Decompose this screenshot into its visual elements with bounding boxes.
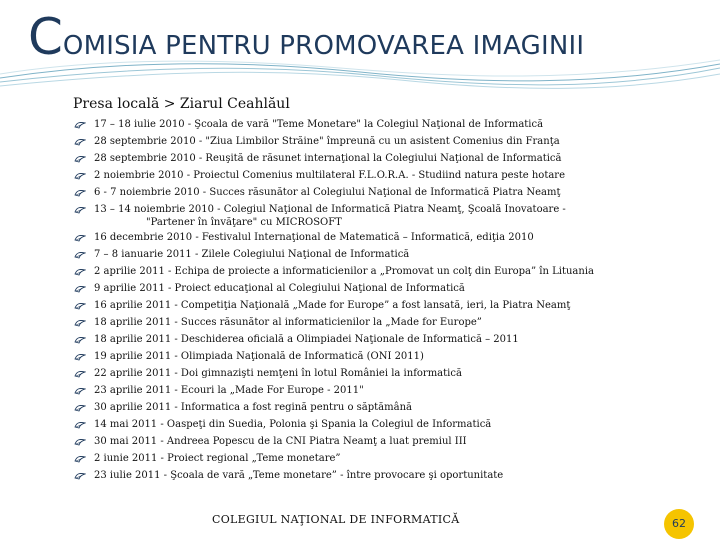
list-item-text: 6 - 7 noiembrie 2010 - Succes răsunător al Colegiului Naţional de Informatică Piatra Neamţ <box>94 187 561 198</box>
wing-bullet-icon <box>74 172 86 180</box>
list-item-text: 28 septembrie 2010 - Reuşită de răsunet internaţional la Colegiului Naţional de Informatică <box>94 153 562 164</box>
wing-bullet-icon <box>74 404 86 412</box>
wing-bullet-icon <box>74 353 86 361</box>
wing-bullet-icon <box>74 387 86 395</box>
list-item-text: 16 aprilie 2011 - Competiţia Naţională „Made for Europe” a fost lansată, ieri, la Piatra Neamţ <box>94 300 571 311</box>
list-item-text: 19 aprilie 2011 - Olimpiada Naţională de Informatică (ONI 2011) <box>94 351 424 362</box>
list-item-text: 18 aprilie 2011 - Succes răsunător al informaticienilor la „Made for Europe” <box>94 317 482 328</box>
list-item <box>74 150 694 167</box>
list-item <box>74 450 694 467</box>
list-item-text: 18 aprilie 2011 - Deschiderea oficială a Olimpiadei Naţionale de Informatică – 2011 <box>94 334 519 345</box>
list-item <box>74 467 694 484</box>
decorative-waves <box>0 56 720 96</box>
list-item-text: 16 decembrie 2010 - Festivalul Internaţional de Matematică – Informatică, ediţia 2010 <box>94 232 534 243</box>
wing-bullet-icon <box>74 268 86 276</box>
list-item-text: 2 noiembrie 2010 - Proiectul Comenius multilateral F.L.O.R.A. - Studiind natura peste hotare <box>94 170 565 181</box>
list-item-text: 9 aprilie 2011 - Proiect educaţional al Colegiului Naţional de Informatică <box>94 283 465 294</box>
page-number-badge: 62 <box>664 509 694 539</box>
list-item-text: 23 iulie 2011 - Şcoala de vară „Teme monetare” - între provocare şi oportunitate <box>94 470 504 481</box>
wing-bullet-icon <box>74 138 86 146</box>
wing-bullet-icon <box>74 319 86 327</box>
subtitle-breadcrumb: Presa locală > Ziarul Ceahlăul <box>73 96 290 112</box>
wing-bullet-icon <box>74 234 86 242</box>
list-item <box>74 331 694 348</box>
wing-bullet-icon <box>74 438 86 446</box>
list-item-text: 2 aprilie 2011 - Echipa de proiecte a informaticienilor a „Promovat un colţ din Europa” în Lituania <box>94 266 594 277</box>
wing-bullet-icon <box>74 302 86 310</box>
list-item <box>74 433 694 450</box>
wing-bullet-icon <box>74 155 86 163</box>
title-rest: OMISIA PENTRU PROMOVAREA IMAGINII <box>62 31 585 61</box>
title-initial: C <box>28 8 63 66</box>
news-list <box>74 116 694 484</box>
list-item-text: 30 mai 2011 - Andreea Popescu de la CNI Piatra Neamţ a luat premiul III <box>94 436 467 447</box>
list-item <box>74 167 694 184</box>
list-item-text: 22 aprilie 2011 - Doi gimnazişti nemţeni în lotul României la informatică <box>94 368 462 379</box>
wing-bullet-icon <box>74 336 86 344</box>
list-item-text: 30 aprilie 2011 - Informatica a fost regină pentru o săptămână <box>94 402 412 413</box>
list-item-text: 28 septembrie 2010 - "Ziua Limbilor Străine" împreună cu un asistent Comenius din Franţa <box>94 136 560 147</box>
list-item <box>74 201 694 229</box>
wing-bullet-icon <box>74 472 86 480</box>
list-item <box>74 297 694 314</box>
footer-school-name: COLEGIUL NAŢIONAL DE INFORMATICĂ <box>212 513 460 526</box>
list-item <box>74 314 694 331</box>
list-item <box>74 348 694 365</box>
list-item <box>74 280 694 297</box>
list-item-text: 13 – 14 noiembrie 2010 - Colegiul Naţional de Informatică Piatra Neamţ, Şcoală Inovatoare - <box>94 204 566 215</box>
list-item <box>74 382 694 399</box>
list-item <box>74 133 694 150</box>
list-item-continuation: "Partener în învăţare" cu MICROSOFT <box>146 217 342 228</box>
wing-bullet-icon <box>74 121 86 129</box>
list-item <box>74 246 694 263</box>
list-item <box>74 229 694 246</box>
list-item-text: 17 – 18 iulie 2010 - Şcoala de vară "Teme Monetare" la Colegiul Naţional de Informatică <box>94 119 544 130</box>
wing-bullet-icon <box>74 206 86 214</box>
wing-bullet-icon <box>74 251 86 259</box>
wing-bullet-icon <box>74 455 86 463</box>
list-item-text: 14 mai 2011 - Oaspeţi din Suedia, Polonia şi Spania la Colegiul de Informatică <box>94 419 492 430</box>
list-item <box>74 263 694 280</box>
wing-bullet-icon <box>74 189 86 197</box>
wing-bullet-icon <box>74 370 86 378</box>
wing-bullet-icon <box>74 421 86 429</box>
list-item-text: 23 aprilie 2011 - Ecouri la „Made For Europe - 2011" <box>94 385 364 396</box>
list-item <box>74 399 694 416</box>
wing-bullet-icon <box>74 285 86 293</box>
list-item <box>74 365 694 382</box>
list-item <box>74 116 694 133</box>
list-item-text: 2 iunie 2011 - Proiect regional „Teme monetare” <box>94 453 341 464</box>
list-item <box>74 184 694 201</box>
page-title <box>28 8 585 66</box>
list-item-text: 7 – 8 ianuarie 2011 - Zilele Colegiului Naţional de Informatică <box>94 249 410 260</box>
list-item <box>74 416 694 433</box>
